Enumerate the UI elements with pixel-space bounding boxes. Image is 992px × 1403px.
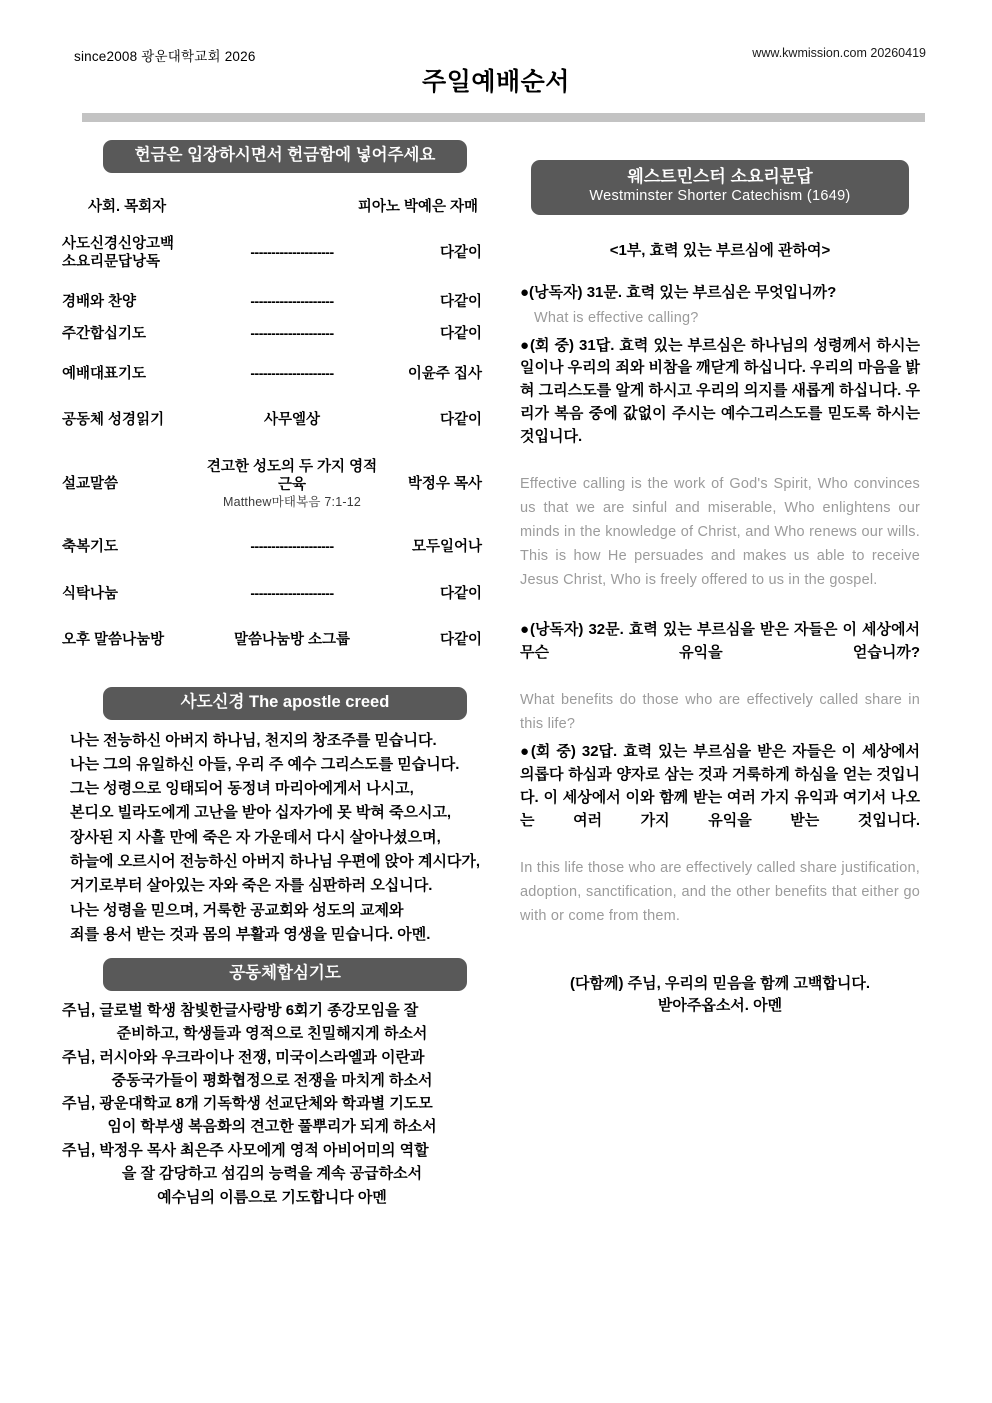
table-row — [62, 235, 482, 271]
creed-line: 나는 성령을 믿으며, 거룩한 공교회와 성도의 교제와 — [70, 901, 404, 919]
prayer-line: 주님, 박정우 목사 최은주 사모에게 영적 아비어미의 역할 — [62, 1141, 429, 1159]
service-item-name: 예배대표기도 — [62, 366, 147, 383]
sermon-title: 견고한 성도의 두 가지 영적근육 — [206, 458, 378, 493]
spacer — [62, 663, 482, 687]
service-item-who: 다같이 — [439, 631, 482, 648]
service-item-who: 다같이 — [439, 326, 482, 343]
service-item-name: 경배와 찬양 — [62, 294, 137, 311]
creed-line: 거기로부터 살아있는 자와 죽은 자를 심판하러 오십니다. — [70, 877, 433, 895]
catechism-q32-english: What benefits do those who are effectively called share in this life? — [520, 692, 920, 733]
service-item-who: 다같이 — [439, 294, 482, 311]
offering-banner: 헌금은 입장하시면서 헌금함에 넣어주세요 — [103, 140, 467, 173]
table-row — [62, 365, 482, 383]
service-leader-label: 사회. 목회자 — [88, 198, 167, 215]
catechism-a31 — [520, 335, 920, 593]
service-item-detail: -------------------- — [250, 293, 334, 310]
apostles-creed-text — [62, 729, 482, 948]
service-item-detail: -------------------- — [250, 325, 334, 342]
catechism-a31-korean: ●(회 중) 31답. 효력 있는 부르심은 하나님의 성령께서 하시는 일이나 우리의 죄와 비참을 깨닫게 하십니다. 우리의 마음을 밝혀 그리스도를 알게 하시고 우리의 의지를 새롭게 하십니다. 우리가 복음 중에 값없이 주시는 예수그리스도를 믿도록 하시는 것입니다. — [520, 336, 920, 445]
service-item-who: 이윤주 집사 — [407, 366, 482, 383]
prayer-line: 을 잘 감당하고 섬김의 능력을 계속 공급하소서 — [121, 1164, 423, 1182]
service-item-who: 다같이 — [439, 244, 482, 261]
catechism-q32-korean: ●(낭독자) 32문. 효력 있는 부르심을 받은 자들은 이 세상에서 무슨 유익을 얻습니까? — [520, 620, 920, 661]
catechism-banner — [531, 160, 909, 215]
catechism-a32 — [520, 741, 920, 929]
table-row — [62, 585, 482, 603]
table-row — [62, 325, 482, 343]
spacer — [62, 947, 482, 958]
spacer — [520, 597, 920, 619]
catechism-q31-english: What is effective calling? — [534, 309, 699, 326]
catechism-a31-english: Effective calling is the work of God's Spirit, Who convinces us that we are sinful and miserable, Who enlightens our minds in the knowledge of Christ, and Who renews our wills. This is how He persuades and makes us able to receive Jesus Christ, Who is freely offered to us in the gospel. — [520, 476, 920, 588]
service-item-name-line2: 소요리문답낭독 — [62, 253, 161, 270]
table-row — [62, 538, 482, 556]
prayer-item — [62, 1092, 482, 1139]
prayer-line: 중동국가들이 평화협정으로 전쟁을 마치게 하소서 — [111, 1071, 433, 1089]
service-item-who: 박정우 목사 — [407, 475, 482, 492]
pianist-label: 피아노 박예은 자매 — [357, 198, 478, 215]
prayer-item — [62, 1046, 482, 1093]
left-column — [62, 140, 482, 1209]
service-item-name: 축복기도 — [62, 539, 119, 556]
table-row-sermon — [62, 458, 482, 511]
service-item-name: 설교말씀 — [62, 475, 119, 492]
creed-line: 장사된 지 사흘 만에 죽은 자 가운데서 다시 살아나셨으며, — [70, 828, 441, 846]
catechism-q31-korean: ●(낭독자) 31문. 효력 있는 부르심은 무엇입니까? — [520, 283, 837, 301]
service-item-detail: -------------------- — [250, 243, 334, 260]
service-item-detail: -------------------- — [250, 538, 334, 555]
prayer-line: 주님, 러시아와 우크라이나 전쟁, 미국이스라엘과 이란과 — [62, 1048, 425, 1066]
sermon-scripture: Matthew마태복음 7:1-12 — [222, 494, 362, 509]
table-row — [62, 411, 482, 429]
service-item-name — [62, 235, 202, 271]
service-item-who: 모두일어나 — [411, 539, 482, 556]
creed-line: 나는 전능하신 아버지 하나님, 천지의 창조주를 믿습니다. — [70, 731, 437, 749]
header-website-date: www.kwmission.com 20260419 — [752, 46, 926, 60]
catechism-q32 — [520, 619, 920, 737]
service-item-detail — [202, 458, 382, 511]
catechism-a32-english: In this life those who are effectively called share justification, adoption, sanctification, and the other benefits that either go with or come from them. — [520, 860, 920, 924]
prayer-item — [62, 1139, 482, 1186]
service-item-name: 식탁나눔 — [62, 585, 119, 602]
service-item-who: 다같이 — [439, 412, 482, 429]
right-column — [520, 160, 920, 1018]
creed-line: 나는 그의 유일하신 아들, 우리 주 예수 그리스도를 믿습니다. — [70, 755, 460, 773]
service-leaders-row — [62, 195, 482, 216]
service-item-detail: 말씀나눔방 소그룹 — [233, 631, 351, 648]
service-item-name-line1: 사도신경신앙고백 — [62, 235, 175, 252]
table-row — [62, 631, 482, 649]
catechism-part-title: <1부, 효력 있는 부르심에 관하여> — [609, 241, 831, 259]
catechism-a32-korean: ●(회 중) 32답. 효력 있는 부르심을 받은 자들은 이 세상에서 의롭다 하심과 양자로 삼는 것과 거룩하게 하심을 얻는 것입니다. 이 세상에서 이와 함께 받는 여러 가지 유익과 여기서 나오는 여러 가지 유익을 받는 것입니다. — [520, 743, 920, 829]
catechism-q31 — [520, 282, 920, 331]
community-prayer-banner: 공동체합심기도 — [103, 958, 467, 991]
prayer-line: 주님, 글로벌 학생 참빛한글사랑방 6회기 종강모임을 잘 — [62, 1002, 419, 1020]
header-church-line: since2008 광운대학교회 2026 — [74, 49, 256, 64]
apostles-creed-banner: 사도신경 The apostle creed — [103, 687, 467, 720]
catechism-banner-english: Westminster Shorter Catechism (1649) — [589, 188, 851, 205]
creed-line: 그는 성령으로 잉태되어 동정녀 마리아에게서 나시고, — [70, 780, 414, 798]
prayer-line: 주님, 광운대학교 8개 기독학생 선교단체와 학과별 기도모 — [62, 1095, 433, 1113]
catechism-closing-line2: 받아주옵소서. 아멘 — [657, 997, 783, 1015]
page-title: 주일예배순서 — [422, 68, 570, 96]
service-item-name: 오후 말씀나눔방 — [62, 631, 165, 648]
service-item-name: 공동체 성경읽기 — [62, 412, 165, 429]
table-row — [62, 293, 482, 311]
service-item-detail: -------------------- — [250, 365, 334, 382]
creed-line: 하늘에 오르시어 전능하신 아버지 하나님 우편에 앉아 계시다가, — [70, 853, 481, 871]
service-item-who: 다같이 — [439, 585, 482, 602]
service-item-name: 주간합십기도 — [62, 326, 147, 343]
service-item-detail: 사무엘상 — [263, 412, 321, 429]
creed-line: 죄를 용서 받는 것과 몸의 부활과 영생을 믿습니다. 아멘. — [70, 925, 431, 943]
creed-line: 본디오 빌라도에게 고난을 받아 십자가에 못 박혀 죽으시고, — [70, 804, 452, 822]
header-divider-rule — [82, 113, 925, 122]
community-prayer-text — [62, 999, 482, 1209]
catechism-closing-line1: (다함께) 주님, 우리의 믿음을 함께 고백합니다. — [570, 974, 870, 992]
service-item-detail: -------------------- — [250, 584, 334, 601]
prayer-line: 임이 학부생 복음화의 견고한 풀뿌리가 되게 하소서 — [107, 1118, 437, 1136]
prayer-line: 준비하고, 학생들과 영적으로 친밀해지게 하소서 — [116, 1025, 428, 1043]
prayer-closing-amen: 예수님의 이름으로 기도합니다 아멘 — [157, 1189, 387, 1207]
catechism-banner-korean: 웨스트민스터 소요리문답 — [627, 167, 813, 186]
order-of-service-table — [62, 195, 482, 649]
catechism-closing — [520, 973, 920, 1018]
prayer-item — [62, 999, 482, 1046]
